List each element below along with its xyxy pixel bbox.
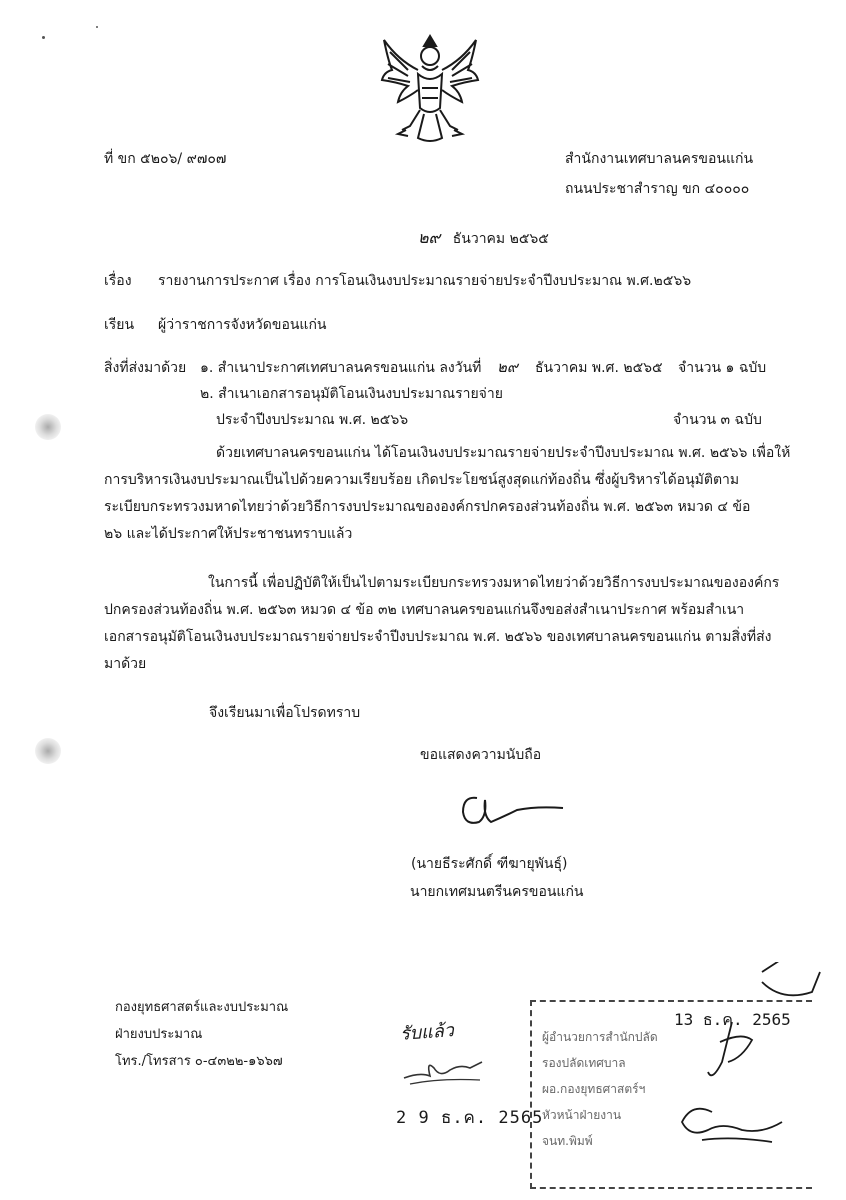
office-address: ถนนประชาสำราญ ขก ๔๐๐๐๐	[565, 181, 750, 197]
date-month-year: ธันวาคม ๒๕๖๕	[452, 231, 549, 247]
routing-stamp	[530, 1000, 812, 1189]
handwritten-received-note: รับแล้ว	[399, 1020, 455, 1045]
received-date-stamp: 2 9 ธ.ค. 2565	[396, 1108, 544, 1128]
scan-speck	[96, 26, 98, 28]
enclosure-item-1-quantity: จำนวน ๑ ฉบับ	[678, 360, 767, 376]
enclosure-item-2-quantity: จำนวน ๓ ฉบับ	[673, 412, 762, 428]
date-day-handwritten: ๒๙	[418, 228, 441, 247]
paragraph-line: ๒๖ และได้ประกาศให้ประชาชนทราบแล้ว	[104, 526, 353, 542]
garuda-emblem	[378, 30, 482, 148]
enclosure-item-2-line-2: ประจำปีงบประมาณ พ.ศ. ๒๕๖๖	[216, 412, 409, 428]
punch-hole-top	[35, 414, 61, 440]
enclosures-label: สิ่งที่ส่งมาด้วย	[104, 360, 187, 376]
routing-stamp-line: รองปลัดเทศบาล	[542, 1056, 626, 1070]
enclosure-item-1: ๑. สำเนาประกาศเทศบาลนครขอนแก่น ลงวันที่	[200, 360, 482, 376]
footer-phone: โทร./โทรสาร ๐-๔๓๒๒-๑๖๖๗	[115, 1054, 283, 1069]
paragraph-line: ด้วยเทศบาลนครขอนแก่น ได้โอนเงินงบประมาณรายจ่ายประจำปีงบประมาณ พ.ศ. ๒๕๖๖ เพื่อให้	[216, 445, 791, 461]
paragraph-line: เอกสารอนุมัติโอนเงินงบประมาณรายจ่ายประจำปีงบประมาณ พ.ศ. ๒๕๖๖ ของเทศบาลนครขอนแก่น ตามสิ่งที่ส่ง	[104, 629, 772, 645]
regards-text: ขอแสดงความนับถือ	[420, 747, 542, 763]
routing-stamp-line: ผอ.กองยุทธศาสตร์ฯ	[542, 1082, 646, 1096]
handwritten-initials	[400, 1048, 490, 1092]
paragraph-line: ระเบียบกระทรวงมหาดไทยว่าด้วยวิธีการงบประมาณขององค์กรปกครองส่วนท้องถิ่น พ.ศ. ๒๕๖๓ หมวด ๔ ข้อ	[104, 499, 751, 515]
letter-date	[418, 226, 549, 251]
footer-division: กองยุทธศาสตร์และงบประมาณ	[115, 1000, 289, 1015]
signatory-title: นายกเทศมนตรีนครขอนแก่น	[410, 884, 584, 900]
punch-hole-bottom	[35, 738, 61, 764]
scan-speck	[42, 36, 45, 39]
reference-number: ที่ ขก ๕๒๐๖/ ๙๗๐๗	[104, 151, 227, 167]
routing-stamp-date: 13 ธ.ค. 2565	[674, 1010, 791, 1029]
enclosure-item-1-date: ธันวาคม พ.ศ. ๒๕๖๕	[535, 360, 663, 376]
routing-stamp-handwriting	[612, 962, 822, 1182]
paragraph-line: ในการนี้ เพื่อปฏิบัติให้เป็นไปตามระเบียบกระทรวงมหาดไทยว่าด้วยวิธีการงบประมาณขององค์กร	[208, 575, 780, 591]
paragraph-line: การบริหารเงินงบประมาณเป็นไปด้วยความเรียบร้อย เกิดประโยชน์สูงสุดแก่ท้องถิ่น ซึ่งผู้บริหารได้อนุมัติตาม	[104, 472, 740, 488]
recipient-label: เรียน	[104, 317, 135, 333]
body-paragraph-2	[104, 570, 779, 678]
enclosure-item-2-line-1: ๒. สำเนาเอกสารอนุมัติโอนเงินงบประมาณรายจ่าย	[200, 386, 503, 402]
signature-mark	[455, 786, 575, 840]
routing-stamp-line: หัวหน้าฝ่ายงาน	[542, 1108, 622, 1122]
closing-line: จึงเรียนมาเพื่อโปรดทราบ	[209, 705, 361, 721]
signatory-name: (นายธีระศักดิ์ ฑีฆายุพันธุ์)	[411, 856, 568, 872]
enclosure-item-1-day-handwritten: ๒๙	[497, 358, 518, 376]
subject-text: รายงานการประกาศ เรื่อง การโอนเงินงบประมาณรายจ่ายประจำปีงบประมาณ พ.ศ.๒๕๖๖	[158, 273, 692, 289]
body-paragraph-1	[104, 440, 790, 548]
paragraph-line: มาด้วย	[104, 656, 147, 672]
recipient-text: ผู้ว่าราชการจังหวัดขอนแก่น	[158, 317, 327, 333]
routing-stamp-line: จนท.พิมพ์	[542, 1134, 593, 1148]
paragraph-line: ปกครองส่วนท้องถิ่น พ.ศ. ๒๕๖๓ หมวด ๔ ข้อ ๓๒ เทศบาลนครขอนแก่นจึงขอส่งสำเนาประกาศ พร้อมสำเนา	[104, 602, 745, 618]
office-name: สำนักงานเทศบาลนครขอนแก่น	[565, 151, 754, 167]
footer-section: ฝ่ายงบประมาณ	[115, 1027, 203, 1042]
subject-label: เรื่อง	[104, 273, 132, 289]
routing-stamp-line: ผู้อำนวยการสำนักปลัด	[542, 1030, 658, 1044]
